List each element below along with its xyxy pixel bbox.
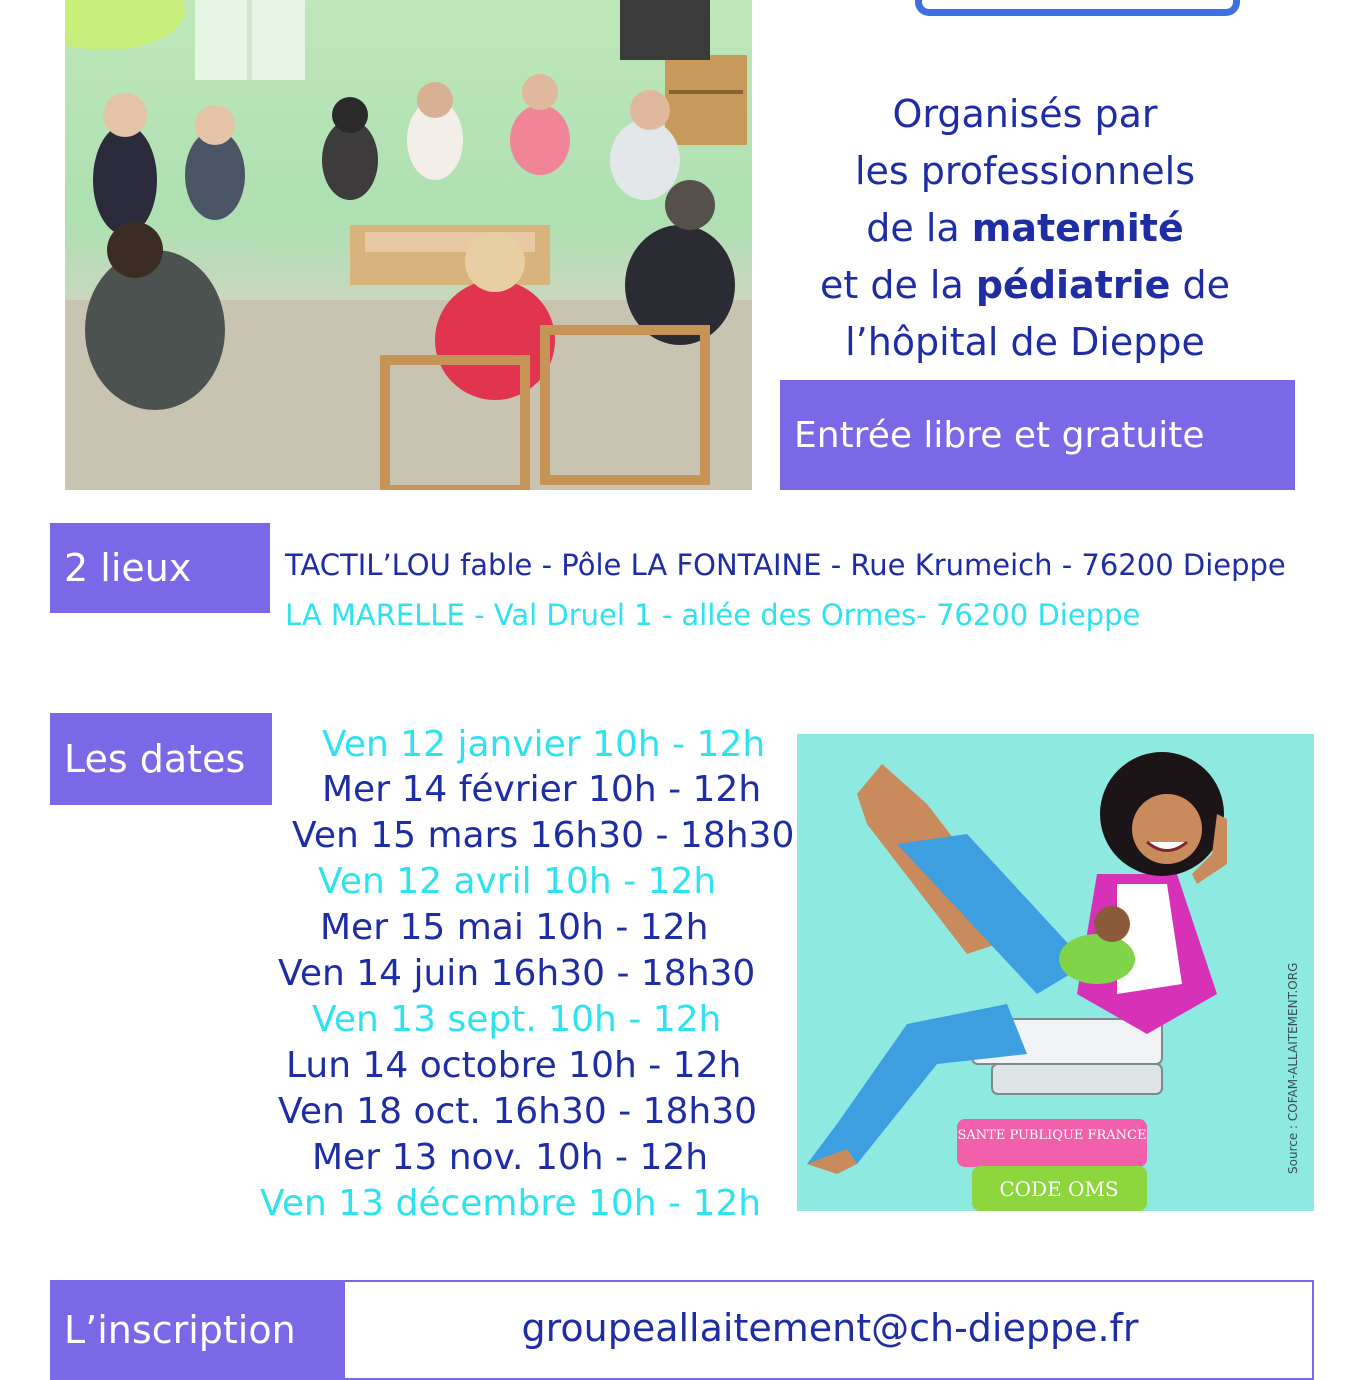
dates-label: Les dates <box>50 713 272 805</box>
date-item: Ven 13 sept. 10h - 12h <box>312 999 722 1040</box>
organisers-line-3: de la maternité <box>866 206 1184 250</box>
place-1: TACTIL’LOU fable - Pôle LA FONTAINE - Rue Krumeich - 76200 Dieppe <box>285 548 1286 582</box>
registration-label: L’inscription <box>50 1280 345 1380</box>
organisers-line-4: et de la pédiatrie de <box>820 263 1230 307</box>
date-item: Mer 14 février 10h - 12h <box>322 769 762 810</box>
organisers-line-5: l’hôpital de Dieppe <box>845 320 1205 364</box>
breastfeeding-illustration <box>797 734 1314 1211</box>
registration-email-link[interactable]: groupeallaitement@ch-dieppe.fr <box>521 1306 1139 1350</box>
date-item: Ven 14 juin 16h30 - 18h30 <box>278 953 756 994</box>
book-top-label: SANTE PUBLIQUE FRANCE <box>957 1128 1147 1143</box>
date-item: Mer 15 mai 10h - 12h <box>320 907 709 948</box>
places-label: 2 lieux <box>50 523 270 613</box>
date-item: Ven 12 avril 10h - 12h <box>318 861 717 902</box>
book-mid-label: CODE OMS <box>999 1177 1119 1201</box>
date-item: Ven 18 oct. 16h30 - 18h30 <box>278 1091 758 1132</box>
date-item: Ven 12 janvier 10h - 12h <box>322 724 766 765</box>
organisers-line-2: les professionnels <box>854 149 1196 193</box>
place-2: LA MARELLE - Val Druel 1 - allée des Ormes- 76200 Dieppe <box>285 598 1141 632</box>
organisers-line-1: Organisés par <box>892 92 1158 136</box>
date-item: Ven 15 mars 16h30 - 18h30 <box>292 815 795 856</box>
logo-fragment <box>915 0 1240 16</box>
date-item: Lun 14 octobre 10h - 12h <box>286 1045 742 1086</box>
date-item: Ven 13 décembre 10h - 12h <box>260 1183 762 1224</box>
date-item: Mer 13 nov. 10h - 12h <box>312 1137 709 1178</box>
organisers-text <box>790 86 1260 371</box>
illustration-source: Source : COFAM-ALLAITEMENT.ORG <box>1286 962 1300 1174</box>
free-entry-banner: Entrée libre et gratuite <box>780 380 1295 490</box>
group-meeting-photo <box>65 0 752 490</box>
